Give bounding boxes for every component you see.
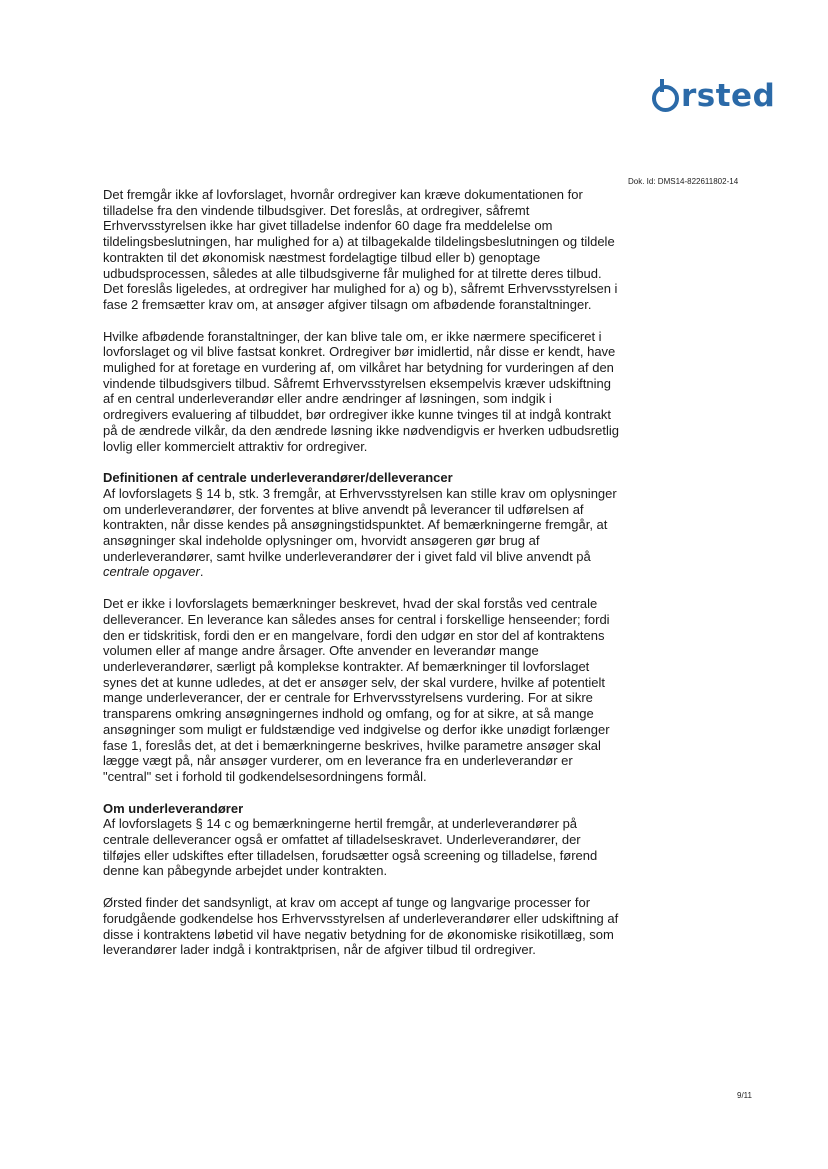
orsted-logo-mark-icon <box>652 85 679 112</box>
paragraph-central-deliveries: Det er ikke i lovforslagets bemærkninger beskrevet, hvad der skal forstås ved centrale delleverancer. En leverance kan således anses for central i forskellige henseender; fordi den er tidskritisk, fordi den er en mangelvare, fordi den udgør en stor del af kontraktens volumen eller af mange andre årsager. Ofte anvender en leverandør mange underleverandører, særligt på komplekse kontrakter. Af bemærkninger til lovforslaget synes det at kunne udledes, at det er ansøger selv, der skal vurdere, hvilke af potentielt mange underleverancer, der er centrale for Erhvervsstyrelsens vurdering. For at sikre transparens omkring ansøgningernes indhold og omfang, og for at sikre, at så mange ansøgninger som muligt er fuldstændige ved indgivelse og derfor ikke unødigt forlænger fase 1, foreslås det, at det i bemærkningerne beskrives, hvilke parametre ansøger skal lægge vægt på, når ansøger vurderer, om en leverance fra en underleverandør er "central" set i forhold til godkendelsesordningens formål. <box>103 596 610 784</box>
page-number: 9/11 <box>737 1091 752 1100</box>
paragraph-orsted-position: Ørsted finder det sandsynligt, at krav om accept af tunge og langvarige processer for forudgående godkendelse hos Erhvervsstyrelsen af underleverandører eller udskiftning af disse i kontraktens løbetid vil have negativ betydning for de økonomiske risikotillæg, som leverandører lader indgå i kontraktprisen, når de afgiver tilbud til ordregiver. <box>103 895 619 958</box>
paragraph-definition <box>103 486 619 580</box>
paragraph-definition-text: Af lovforslagets § 14 b, stk. 3 fremgår, at Erhvervsstyrelsen kan stille krav om oplysninger om underleverandører, der forventes at blive anvendt på leverancer til udførelsen af kontrakten, når disse kendes på ansøgningstidspunktet. Af bemærkningerne fremgår, at ansøgninger skal indeholde oplysninger om, hvorvidt ansøgeren gør brug af underleverandører, samt hvilke underleverandører der i givet fald vil blive anvendt på <box>103 485 617 564</box>
paragraph-documentation: Det fremgår ikke af lovforslaget, hvornår ordregiver kan kræve dokumentationen for tilladelse fra den vindende tilbudsgiver. Det foreslås, at ordregiver, såfremt Erhvervsstyrelsen ikke har givet tilladelse indenfor 60 dage fra meddelelse om tildelingsbeslutningen, har mulighed for a) at tilbagekalde tildelingsbeslutningen og tildele kontrakten til det økonomisk næstmest fordelagtige tilbud eller b) genoptage udbudsprocessen, således at alle tilbudsgiverne får mulighed for at tilrette deres tilbud. Det foreslås ligeledes, at ordregiver har mulighed for a) og b), såfremt Erhvervsstyrelsen i fase 2 fremsætter krav om, at ansøger afgiver tilsagn om afbødende foranstaltninger. <box>103 187 618 312</box>
section-heading-subcontractors: Om underleverandører <box>103 800 244 816</box>
paragraph-mitigating-measures: Hvilke afbødende foranstaltninger, der kan blive tale om, er ikke nærmere specificeret i lovforslaget og vil blive fastsat konkret. Ordregiver bør imidlertid, når disse er kendt, have mulighed for at foretage en vurdering af, om vilkåret har betydning for vurderingen af den vindende tilbudsgivers tilbud. Såfremt Erhvervsstyrelsen eksempelvis kræver udskiftning af en central underleverandør eller andre ændringer af løsningen, som indgik i ordregivers evaluering af tilbuddet, bør ordregiver ikke kunne tvinges til at indgå kontrakt på de ændrede vilkår, da den ændrede løsning ikke nødvendigvis er hverken udbudsretlig lovlig eller kommercielt attraktiv for ordregiver. <box>103 328 619 454</box>
paragraph-definition-end: . <box>199 564 204 580</box>
paragraph-subcontractors: Af lovforslagets § 14 c og bemærkningerne hertil fremgår, at underleverandører på centrale delleverancer også er omfattet af tilladelseskravet. Underleverandører, der tilføjes eller udskiftes efter tilladelsen, forudsætter også screening og tilladelse, førend denne kan påbegynde arbejdet under kontrakten. <box>103 816 598 879</box>
section-heading-definition: Definitionen af centrale underleverandører/delleverancer <box>103 470 453 486</box>
paragraph-definition-emphasis: centrale opgaver <box>103 564 200 580</box>
document-id: Dok. Id: DMS14-822611802-14 <box>628 177 739 186</box>
document-body <box>103 187 619 974</box>
logo-text: rsted <box>681 78 776 114</box>
orsted-logo <box>652 78 775 114</box>
